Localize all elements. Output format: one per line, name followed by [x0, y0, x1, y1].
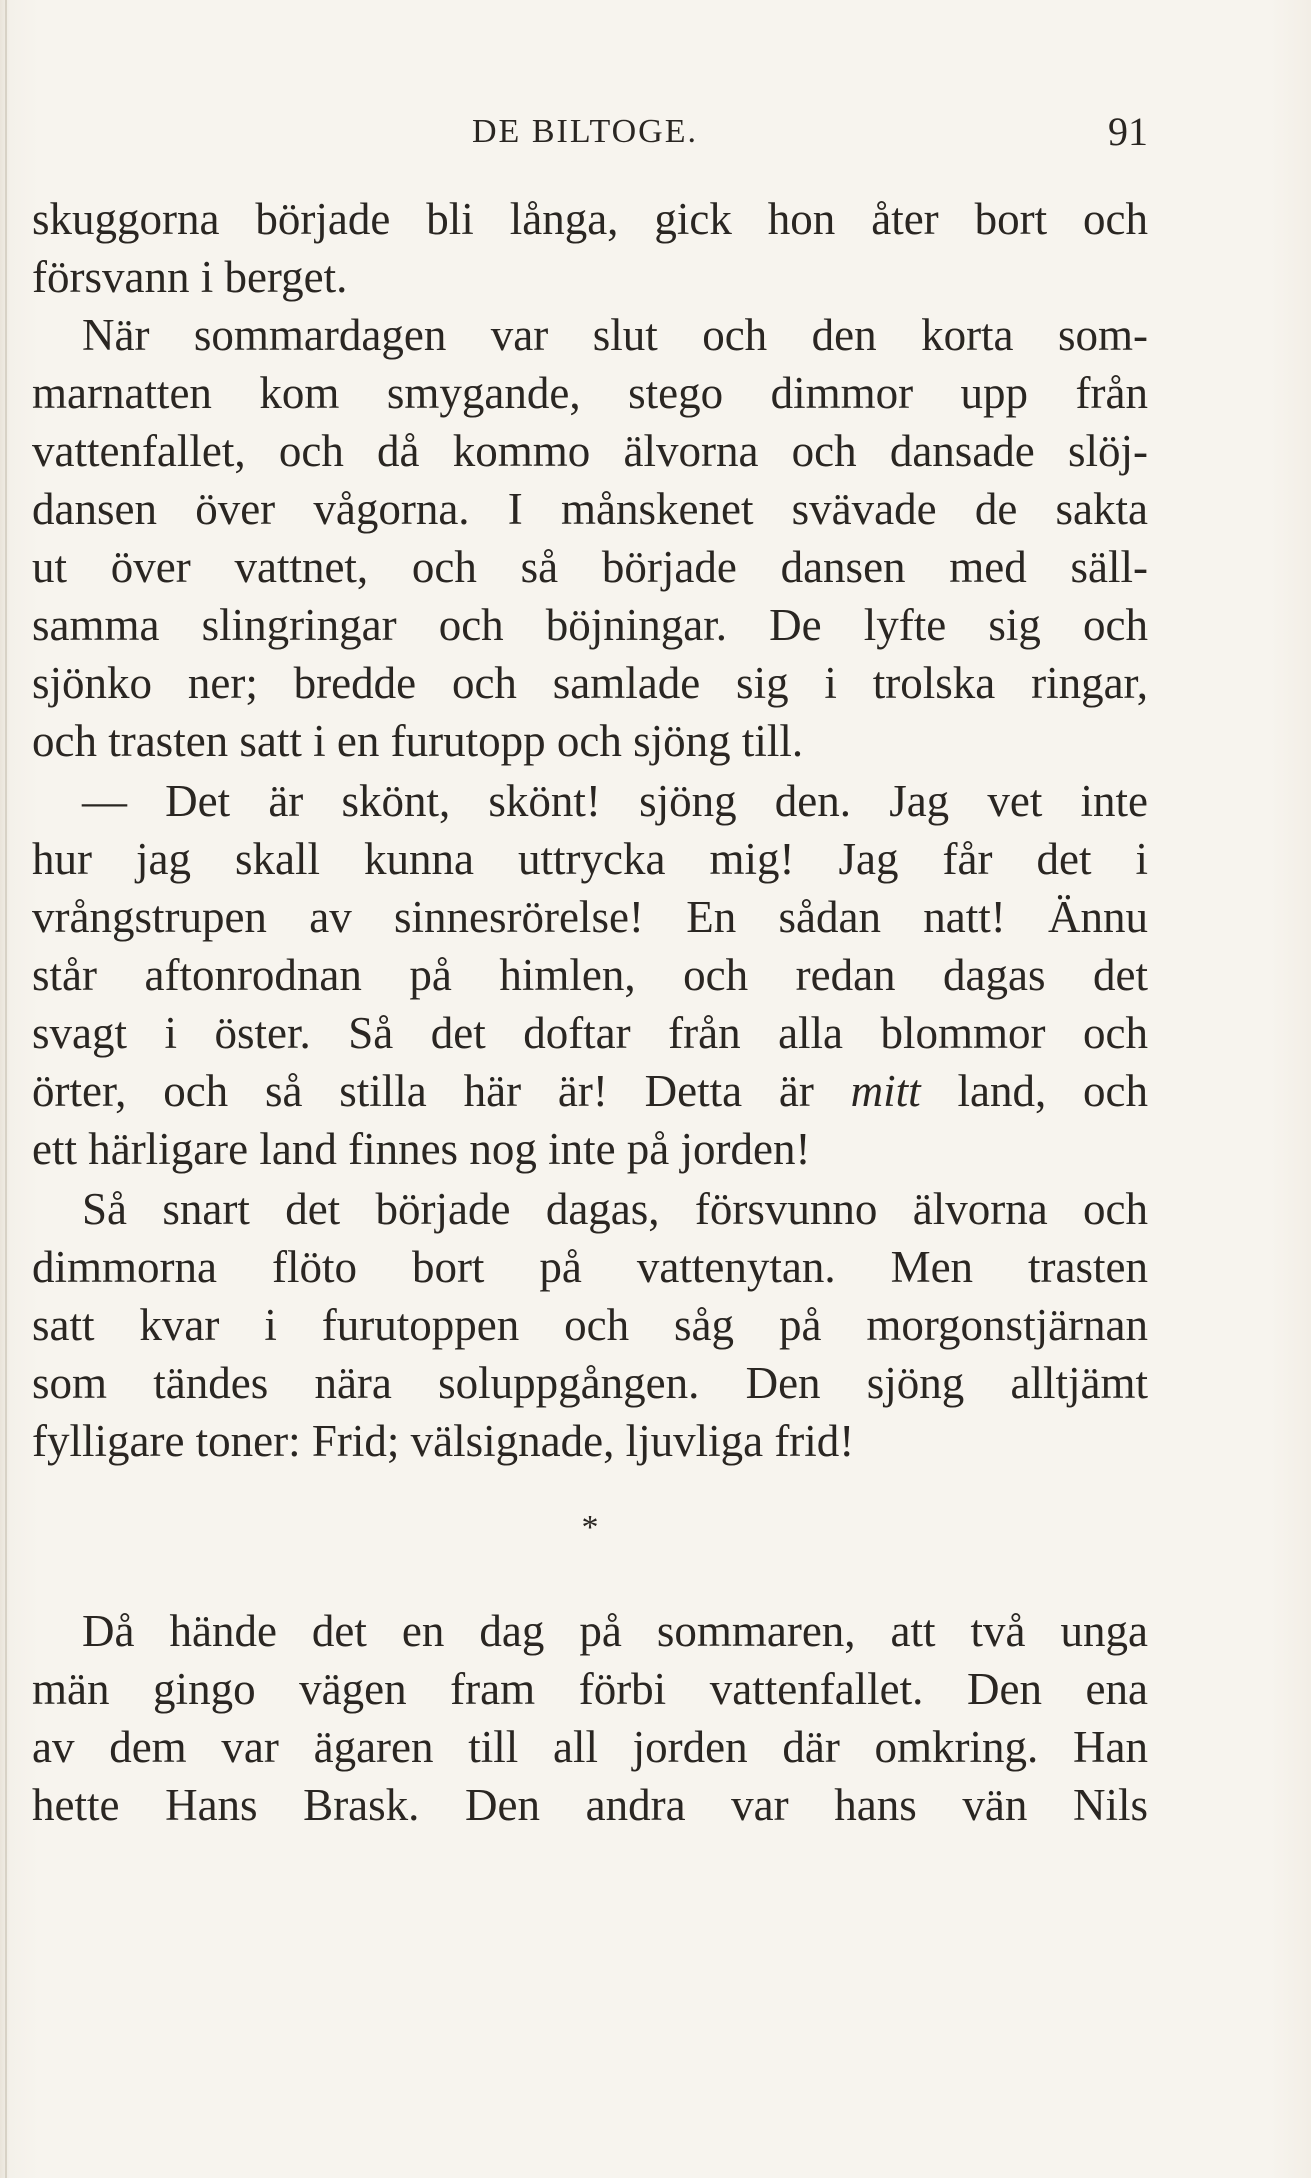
italic-word: mitt [850, 1066, 921, 1116]
text-line: Så snart det började dagas, försvunno älvorna och [82, 1184, 1148, 1234]
page-edge [5, 0, 7, 2178]
text-line: av dem var ägaren till all jorden där omkring. Han [32, 1722, 1148, 1772]
text-line: står aftonrodnan på himlen, och redan dagas det [32, 950, 1148, 1000]
running-head [32, 110, 1148, 154]
text-line: män gingo vägen fram förbi vattenfallet. Den ena [32, 1664, 1148, 1714]
section-break-asterisk: * [581, 1509, 599, 1546]
text-segment: land, och [957, 1066, 1148, 1116]
text-line: och trasten satt i en furutopp och sjöng till. [32, 716, 804, 766]
text-line: ett härligare land finnes nog inte på jorden! [32, 1124, 811, 1174]
text-line: hur jag skall kunna uttrycka mig! Jag får det i [32, 834, 1148, 884]
text-line: — Det är skönt, skönt! sjöng den. Jag vet inte [82, 776, 1148, 826]
text-line: som tändes nära soluppgången. Den sjöng alltjämt [32, 1358, 1148, 1408]
text-line: sjönko ner; bredde och samlade sig i trolska ringar, [32, 658, 1148, 708]
text-line: ut över vattnet, och så började dansen med säll- [32, 542, 1148, 592]
text-segment: örter, och så stilla här är! Detta är [32, 1066, 814, 1116]
text-line: marnatten kom smygande, stego dimmor upp från [32, 368, 1148, 418]
text-line: När sommardagen var slut och den korta som- [82, 310, 1148, 360]
text-line: vrångstrupen av sinnesrörelse! En sådan natt! Ännu [32, 892, 1148, 942]
text-line: skuggorna började bli långa, gick hon åter bort och [32, 194, 1148, 244]
text-line: fylligare toner: Frid; välsignade, ljuvliga frid! [32, 1416, 855, 1466]
text-line: svagt i öster. Så det doftar från alla blommor och [32, 1008, 1148, 1058]
running-title: DE BILTOGE. [472, 113, 698, 150]
text-line: dimmorna flöto bort på vattenytan. Men trasten [32, 1242, 1148, 1292]
text-line: Då hände det en dag på sommaren, att två unga [82, 1606, 1148, 1656]
text-line-with-italic [32, 1062, 1148, 1120]
page-number: 91 [1108, 109, 1148, 154]
text-line: satt kvar i furutoppen och såg på morgonstjärnan [32, 1300, 1148, 1350]
text-line: samma slingringar och böjningar. De lyfte sig och [32, 600, 1148, 650]
text-line: försvann i berget. [32, 252, 348, 302]
text-line: vattenfallet, och då kommo älvorna och dansade slöj- [32, 426, 1148, 476]
text-line: hette Hans Brask. Den andra var hans vän Nils [32, 1780, 1148, 1830]
text-line: dansen över vågorna. I månskenet svävade de sakta [32, 484, 1148, 534]
